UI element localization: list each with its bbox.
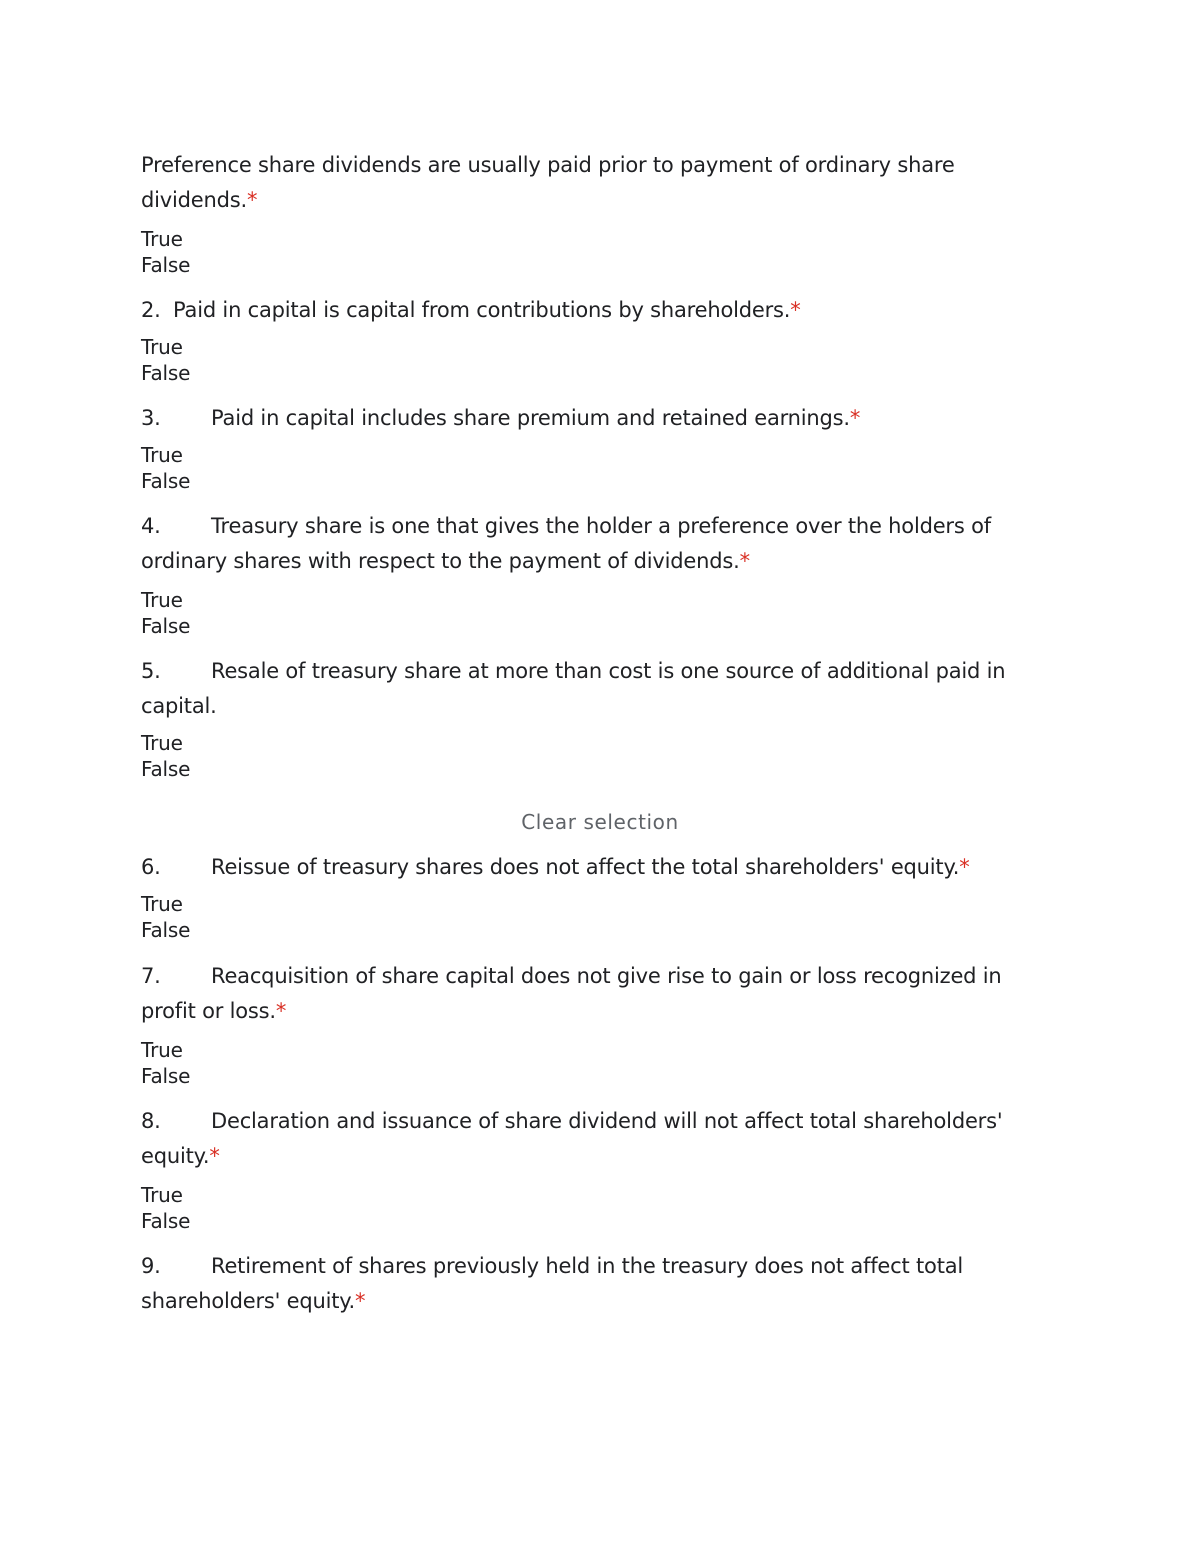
question-9-text <box>141 1249 1031 1319</box>
question-8 <box>141 1104 1031 1234</box>
question-2-options <box>141 334 1031 386</box>
question-6 <box>141 850 1031 943</box>
question-number: 2. <box>141 298 161 322</box>
question-number: 6. <box>141 855 161 879</box>
question-3 <box>141 401 1031 494</box>
option-false[interactable]: False <box>141 469 191 493</box>
question-number: 5. <box>141 659 161 683</box>
option-false[interactable]: False <box>141 361 191 385</box>
question-text: Declaration and issuance of share dividend will not affect total shareholders' equity. <box>141 1109 1003 1168</box>
required-asterisk: * <box>355 1289 366 1313</box>
question-7-text <box>141 959 1031 1029</box>
option-true[interactable]: True <box>141 1038 183 1062</box>
question-number: 8. <box>141 1109 161 1133</box>
question-5-options <box>141 730 1031 782</box>
option-false[interactable]: False <box>141 1209 191 1233</box>
question-4-options <box>141 587 1031 639</box>
option-true[interactable]: True <box>141 1183 183 1207</box>
question-text: Retirement of shares previously held in the treasury does not affect total shareholders' equity. <box>141 1254 964 1313</box>
question-text: Paid in capital includes share premium and retained earnings. <box>211 406 850 430</box>
required-asterisk: * <box>246 188 258 212</box>
question-text: Resale of treasury share at more than cost is one source of additional paid in capital. <box>141 659 1006 718</box>
question-3-text <box>141 401 1031 436</box>
question-1-options <box>141 226 1031 278</box>
question-5 <box>141 654 1031 835</box>
question-7 <box>141 959 1031 1089</box>
question-number: 7. <box>141 964 161 988</box>
question-text: Paid in capital is capital from contributions by shareholders. <box>173 298 791 322</box>
question-5-text <box>141 654 1031 724</box>
question-text: Treasury share is one that gives the holder a preference over the holders of ordinary shares with respect to the payment of dividends. <box>141 514 991 573</box>
option-false[interactable]: False <box>141 757 191 781</box>
option-true[interactable]: True <box>141 335 183 359</box>
option-false[interactable]: False <box>141 1064 191 1088</box>
required-asterisk: * <box>275 999 287 1023</box>
question-9 <box>141 1249 1031 1319</box>
option-false[interactable]: False <box>141 253 191 277</box>
option-true[interactable]: True <box>141 892 183 916</box>
clear-selection-button[interactable]: Clear selection <box>521 810 679 834</box>
option-true[interactable]: True <box>141 443 183 467</box>
question-6-options <box>141 891 1031 943</box>
question-1 <box>141 148 1031 278</box>
question-2 <box>141 293 1031 386</box>
question-6-text <box>141 850 1031 885</box>
question-8-options <box>141 1182 1031 1234</box>
option-true[interactable]: True <box>141 227 183 251</box>
question-4-text <box>141 509 1031 579</box>
question-number: 3. <box>141 406 161 430</box>
question-text: Preference share dividends are usually paid prior to payment of ordinary share dividends. <box>141 153 955 212</box>
option-true[interactable]: True <box>141 731 183 755</box>
question-3-options <box>141 442 1031 494</box>
question-7-options <box>141 1037 1031 1089</box>
required-asterisk: * <box>959 855 970 879</box>
required-asterisk: * <box>209 1144 220 1168</box>
option-false[interactable]: False <box>141 614 191 638</box>
question-number: 9. <box>141 1254 161 1278</box>
required-asterisk: * <box>739 549 750 573</box>
option-false[interactable]: False <box>141 918 191 942</box>
question-1-text <box>141 148 1031 218</box>
required-asterisk: * <box>790 298 801 322</box>
question-8-text <box>141 1104 1031 1174</box>
question-4 <box>141 509 1031 639</box>
question-text: Reissue of treasury shares does not affect the total shareholders' equity. <box>211 855 960 879</box>
option-true[interactable]: True <box>141 588 183 612</box>
required-asterisk: * <box>849 406 861 430</box>
question-number: 4. <box>141 514 161 538</box>
form-page <box>141 148 1031 1319</box>
question-text: Reacquisition of share capital does not give rise to gain or loss recognized in profit or loss. <box>141 964 1002 1023</box>
question-2-text <box>141 293 1031 328</box>
